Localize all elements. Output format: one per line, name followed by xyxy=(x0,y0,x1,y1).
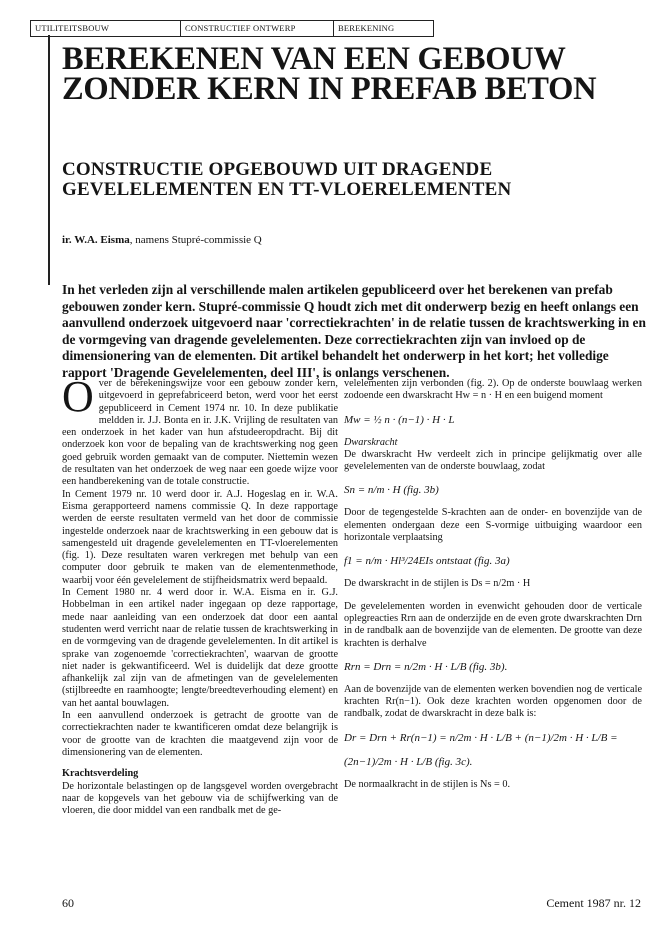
equation: Rrn = Drn = n/2m · H · L/B (fig. 3b). xyxy=(344,660,508,673)
article-subtitle: CONSTRUCTIE OPGEBOUWD UIT DRAGENDE GEVELELEMENTEN EN TT-VLOERELEMENTEN xyxy=(62,159,512,200)
author-affiliation: , namens Stupré-commissie Q xyxy=(129,234,262,246)
body-paragraph: velelementen zijn verbonden (fig. 2). Op de onderste bouwlaag werken zodoende een dwarskracht Hw = n · H en een buigend moment xyxy=(344,378,642,402)
body-paragraph: De dwarskracht in de stijlen is Ds = n/2m · H xyxy=(344,578,531,590)
body-paragraph: In een aanvullend onderzoek is getracht de grootte van de correctiekrachten nader te kwantificeren omdat deze belangrijk is voor de grootte van de krachten die maatgevend zijn voor de dimensionering van de elementen. xyxy=(62,710,338,758)
article-title: BEREKENEN VAN EEN GEBOUW ZONDER KERN IN PREFAB BETON xyxy=(62,41,597,107)
body-paragraph: Aan de bovenzijde van de elementen werken bovendien nog de verticale krachten Rr(n−1). Ook deze krachten worden opgenomen door de randbalk, zodat de dwarskracht in deze balk is: xyxy=(344,683,642,720)
equation: Sn = n/m · H (fig. 3b) xyxy=(344,484,439,497)
dropcap: O xyxy=(62,372,94,421)
body-paragraph: De gevelelementen worden in evenwicht gehouden door de verticale oplegreacties Rrn aan de onderzijde en de even grote dwarskrachten Drn in de randbalk aan de bovenzijde van de elementen. De grootte van deze krachten is derhalve xyxy=(344,600,642,649)
body-paragraph: In Cement 1979 nr. 10 werd door ir. A.J. Hogeslag en ir. W.A. Eisma gerapporteerd namens commissie Q. In deze rapportage werden de eerste resultaten vermeld van het door de commissie ingestelde onderzoek naar de krachtswerking in een gebouw dat is samengesteld uit dragende gevelelementen en TT-vloerelementen (fig. 1). Deze resultaten waren verkregen met behulp van een computer door gebruik te maken van de elementenmethode, waarbij voor één gevelelement de stijfheidsmatrix werd bepaald. xyxy=(62,488,338,586)
author-name: ir. W.A. Eisma xyxy=(62,234,130,246)
equation: (2n−1)/2m · H · L/B (fig. 3c). xyxy=(344,755,473,768)
journal-issue: Cement 1987 nr. 12 xyxy=(546,896,641,910)
tab-utiliteitsbouw: UTILITEITSBOUW xyxy=(31,21,181,36)
left-column xyxy=(62,372,338,817)
body-paragraph: De normaalkracht in de stijlen is Ns = 0. xyxy=(344,778,511,790)
tab-berekening: BEREKENING xyxy=(338,23,395,33)
section-tabs xyxy=(30,20,434,37)
lead-paragraph: In het verleden zijn al verschillende malen artikelen gepubliceerd over het berekenen van prefab gebouwen zonder kern. Stupré-commissie Q houdt zich met dit onderwerp bezig en heeft onlangs een aanvullend onderzoek uitgevoerd naar 'correctiekrachten' in de relatie tussen de krachtswerking in en de vormgeving van dragende gevelelementen. Deze correctiekrachten zijn van invloed op de dimensionering van de elementen. Dit artikel behandelt het onderwerp in het kort; het volledige rapport 'Dragende Gevelelementen, deel III', is onlangs verschenen. xyxy=(62,282,646,380)
body-paragraph: Door de tegengestelde S-krachten aan de onder- en bovenzijde van de elementen ondergaan deze een S-vormige uitbuiging waardoor een horizontale verplaatsing xyxy=(344,507,642,544)
subheading: Dwarskracht xyxy=(344,436,398,448)
author-line xyxy=(62,234,262,246)
vertical-rule xyxy=(48,35,50,285)
equation: f1 = n/m · Hl³/24EIs ontstaat (fig. 3a) xyxy=(344,555,510,568)
equation: Mw = ½ n · (n−1) · H · L xyxy=(344,413,455,426)
body-paragraph: De horizontale belastingen op de langsgevel worden overgebracht naar de kopgevels van het gebouw via de schijfwerking van de vloeren, die door middel van een randbalk met de ge- xyxy=(62,780,338,817)
body-paragraph: In Cement 1980 nr. 4 werd door ir. W.A. Eisma en ir. G.J. Hobbelman in een artikel nader ingegaan op deze rapportage, mede naar aanleiding van een onderzoek dat door een aantal studenten werd verricht naar de relatie tussen de krachtswerking in en de vormgeving van de dragende gevelelementen. In dit artikel is sprake van zogenoemde 'correctiekrachten', waarvan de grootte niet nader is gekwantificeerd. Wel is duidelijk dat deze grootte afhankelijk zal zijn van de afmetingen van de gevelelementen (stijlbreedte en raamhoogte; lengte/breedteverhouding element) en van het aantal bouwlagen. xyxy=(62,587,338,709)
body-paragraph: ver de berekeningswijze voor een gebouw zonder kern, uitgevoerd in geprefabriceerd beton, werd voor het eerst gepubliceerd in Cement 1974 nr. 10. In deze publikatie meldden ir. J.J. Bonta en ir. J.K. Vrijling de resultaten van een onderzoek in het kader van hun afstudeeropdracht. Bij dit onderzoek kon voor de bepaling van de krachtswerking nog geen goed gebruik worden gemaakt van de computer. Niettemin wezen de resultaten van het onderzoek de weg naar een goede wijze voor een handberekening van de totale constructie. xyxy=(62,378,338,488)
right-column xyxy=(344,378,642,791)
page-number: 60 xyxy=(62,896,74,910)
section-heading: Krachtsverdeling xyxy=(62,768,139,780)
body-paragraph: De dwarskracht Hw verdeelt zich in principe gelijkmatig over alle gevelelementen van de onderste bouwlaag, zodat xyxy=(344,448,642,473)
tab-constructief-ontwerp: CONSTRUCTIEF ONTWERP xyxy=(181,21,334,36)
equation: Dr = Drn + Rr(n−1) = n/2m · H · L/B + (n−1)/2m · H · L/B = xyxy=(344,731,618,744)
